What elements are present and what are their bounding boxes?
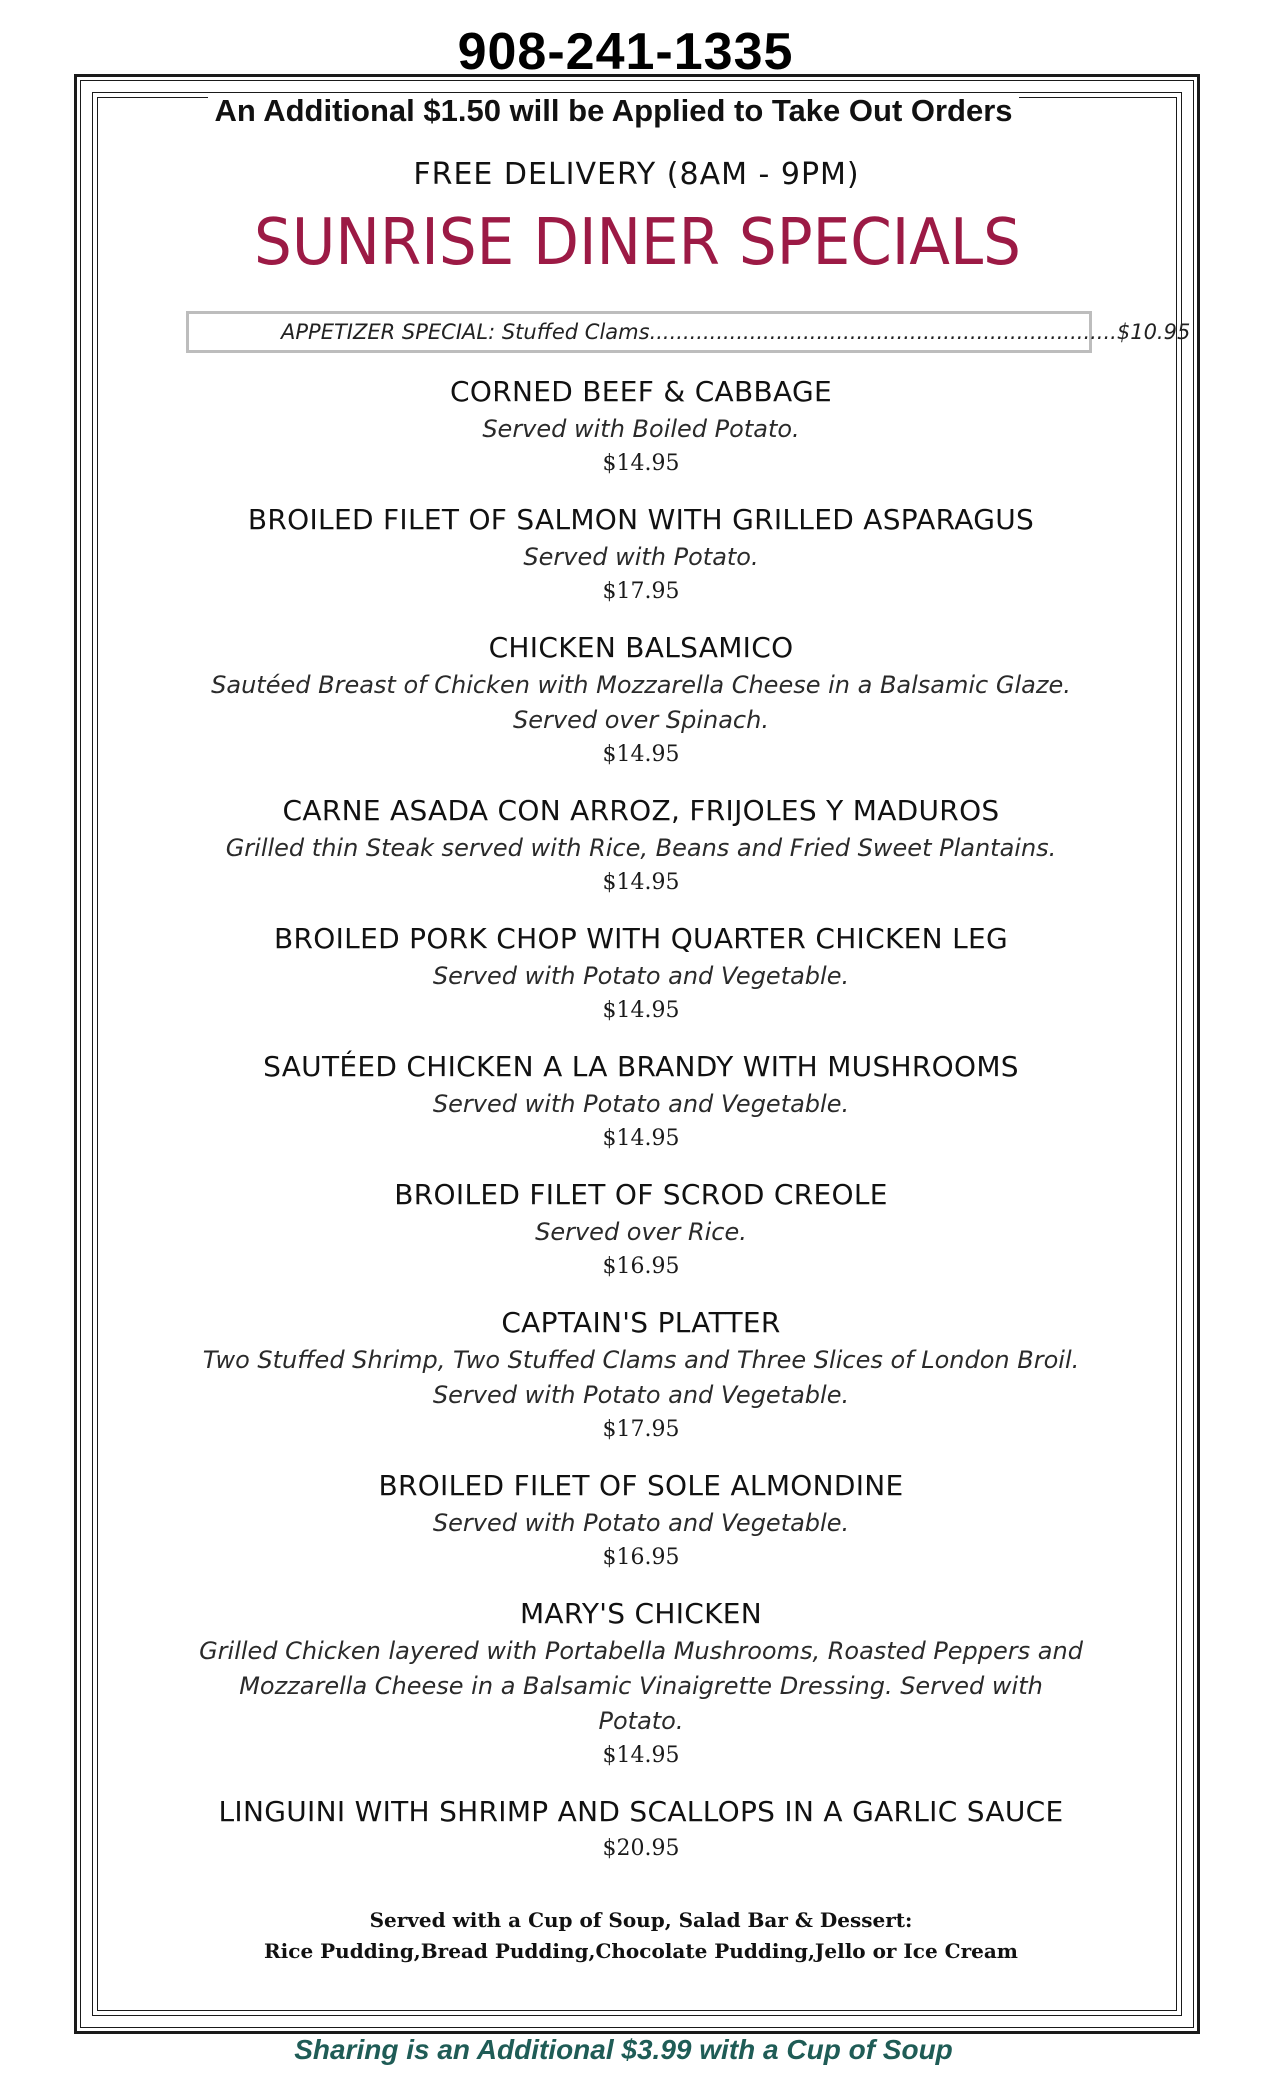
delivery-hours: FREE DELIVERY (8AM - 9PM) — [413, 157, 860, 192]
menu-item — [120, 372, 1162, 481]
menu-item-description: Served with Potato and Vegetable. — [432, 1509, 850, 1537]
menu-item-price: $14.95 — [602, 742, 680, 767]
menu-item-description: Potato. — [598, 1707, 684, 1735]
phone-number: 908-241-1335 — [457, 23, 794, 81]
appetizer-special-text: APPETIZER SPECIAL: Stuffed Clams — [281, 320, 650, 344]
menu-item-price: $16.95 — [602, 1545, 680, 1570]
menu-item-name: MARY'S CHICKEN — [519, 1597, 763, 1630]
menu-item-price: $14.95 — [602, 870, 680, 895]
menu-item-price: $14.95 — [602, 1743, 680, 1768]
menu-item-name: BROILED FILET OF SOLE ALMONDINE — [378, 1469, 904, 1502]
menu-item-description: Served with Potato. — [523, 543, 759, 571]
menu-item — [120, 628, 1162, 772]
served-with-note — [120, 1905, 1162, 1967]
appetizer-special-box — [186, 311, 1191, 353]
menu-item-description: Served over Spinach. — [513, 706, 769, 734]
menu-item — [120, 791, 1162, 900]
menu-item-description: Mozzarella Cheese in a Balsamic Vinaigrette Dressing. Served with — [239, 1672, 1043, 1700]
menu-item — [120, 1303, 1162, 1447]
menu-item — [120, 1175, 1162, 1284]
menu-item-description: Served with Boiled Potato. — [482, 415, 800, 443]
menu-item-name: SAUTÉED CHICKEN A LA BRANDY WITH MUSHROOMS — [263, 1050, 1019, 1083]
menu-item-price: $14.95 — [602, 451, 680, 476]
menu-item-name: LINGUINI WITH SHRIMP AND SCALLOPS IN A GARLIC SAUCE — [218, 1795, 1064, 1828]
menu-item-description: Served with Potato and Vegetable. — [432, 1381, 850, 1409]
menu-item-name: CORNED BEEF & CABBAGE — [450, 375, 832, 408]
menu-item-description: Two Stuffed Shrimp, Two Stuffed Clams and Three Slices of London Broil. — [202, 1346, 1080, 1374]
menu-item-description: Served with Potato and Vegetable. — [432, 962, 850, 990]
served-with-line-1: Served with a Cup of Soup, Salad Bar & Dessert: — [369, 1908, 913, 1932]
menu-item-description: Served with Potato and Vegetable. — [432, 1090, 850, 1118]
menu-item-description: Sautéed Breast of Chicken with Mozzarella Cheese in a Balsamic Glaze. — [211, 671, 1071, 699]
menu-item-description: Grilled Chicken layered with Portabella Mushrooms, Roasted Peppers and — [199, 1637, 1083, 1665]
menu-item — [120, 919, 1162, 1028]
appetizer-leader-dots: ...................................................................... — [649, 320, 1117, 344]
menu-item-price: $14.95 — [602, 998, 680, 1023]
menu-item — [120, 1047, 1162, 1156]
menu-item-description: Served over Rice. — [535, 1218, 747, 1246]
menu-item-price: $16.95 — [602, 1254, 680, 1279]
menu-item-price: $17.95 — [602, 1417, 680, 1442]
specials-list — [120, 372, 1162, 1885]
menu-item-price: $14.95 — [602, 1126, 680, 1151]
menu-item — [120, 1466, 1162, 1575]
menu-item — [120, 1792, 1162, 1866]
takeout-notice — [0, 92, 1251, 130]
appetizer-special-price: $10.95 — [1116, 320, 1191, 344]
menu-item-name: CAPTAIN'S PLATTER — [501, 1306, 781, 1339]
menu-item-name: BROILED PORK CHOP WITH QUARTER CHICKEN LEG — [274, 922, 1008, 955]
menu-item — [120, 500, 1162, 609]
menu-item-name: CARNE ASADA CON ARROZ, FRIJOLES Y MADUROS — [282, 794, 1000, 827]
page-title: SUNRISE DINER SPECIALS — [254, 206, 1021, 280]
menu-item — [120, 1594, 1162, 1773]
served-with-line-2: Rice Pudding,Bread Pudding,Chocolate Pudding,Jello or Ice Cream — [264, 1939, 1018, 1963]
sharing-note: Sharing is an Additional $3.99 with a Cup of Soup — [294, 2034, 953, 2065]
menu-item-description: Grilled thin Steak served with Rice, Beans and Fried Sweet Plantains. — [225, 834, 1057, 862]
menu-item-name: BROILED FILET OF SCROD CREOLE — [394, 1178, 888, 1211]
menu-item-price: $20.95 — [602, 1836, 680, 1861]
menu-item-price: $17.95 — [602, 579, 680, 604]
menu-item-name: CHICKEN BALSAMICO — [488, 631, 794, 664]
takeout-notice-text: An Additional $1.50 will be Applied to Take Out Orders — [208, 93, 1018, 128]
menu-item-name: BROILED FILET OF SALMON WITH GRILLED ASPARAGUS — [247, 503, 1035, 536]
